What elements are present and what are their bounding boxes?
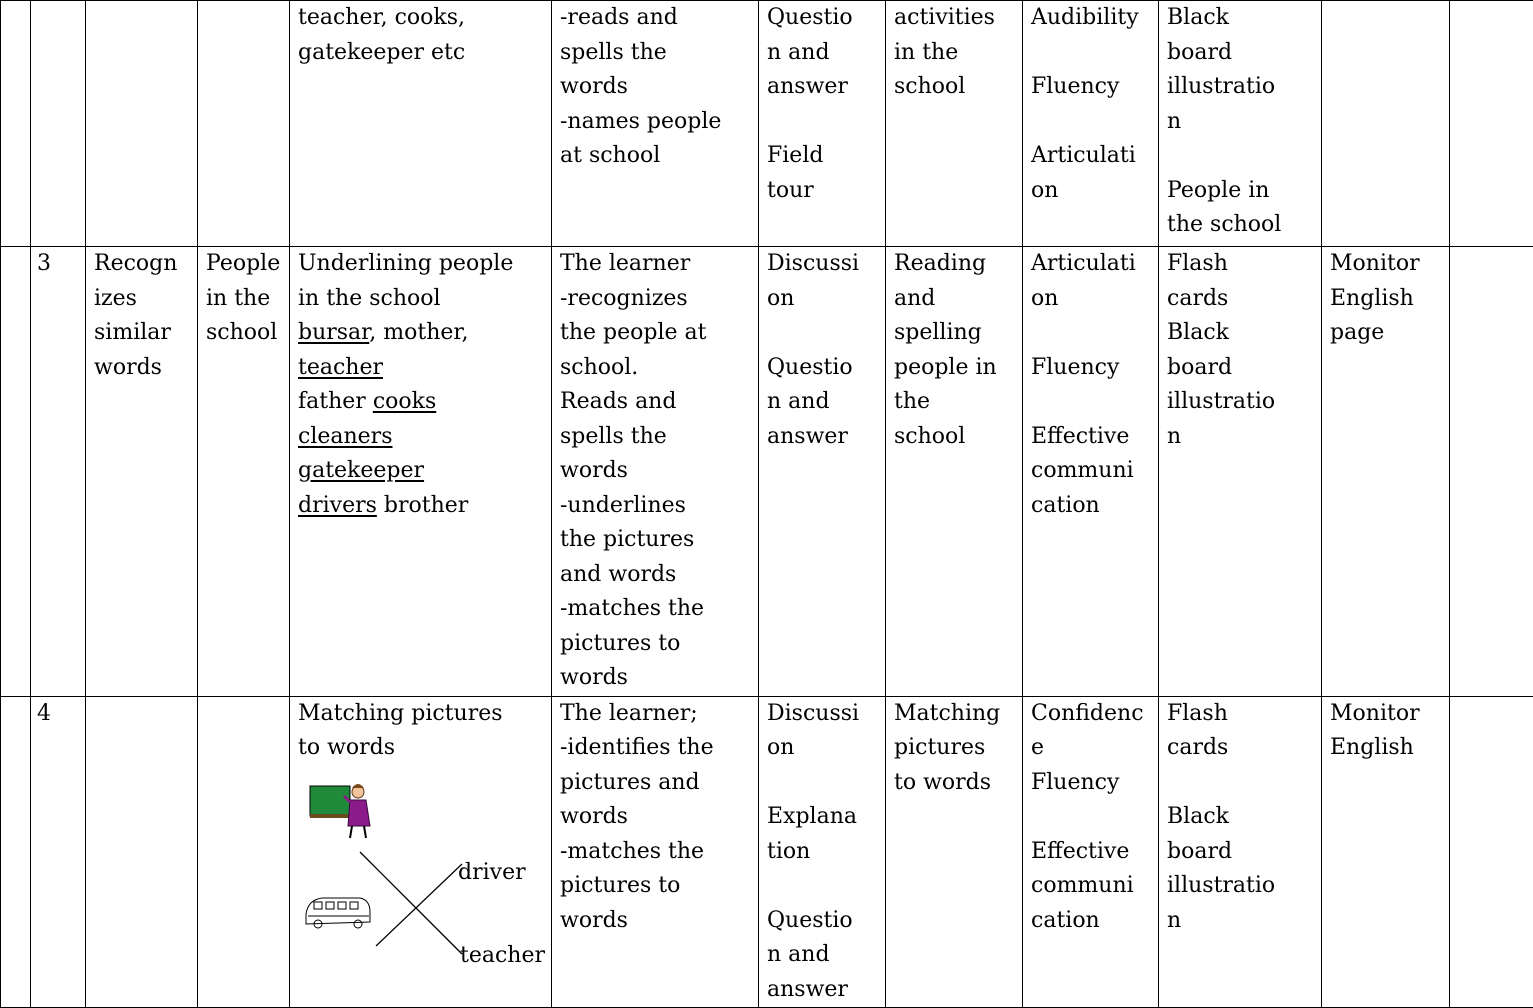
activities-cell: Reading and spelling people in the school xyxy=(886,247,1023,697)
teacher-at-chalkboard-picture xyxy=(310,784,370,838)
learner-activities-cell: The learner; -identifies the pictures and words -matches the pictures to words xyxy=(552,696,759,1008)
content-cell xyxy=(290,247,552,697)
lesson-number-cell: 3 xyxy=(31,247,86,697)
activities-cell: activities in the school xyxy=(886,1,1023,247)
topic-cell xyxy=(198,696,290,1008)
underlined-word: gatekeeper xyxy=(298,458,424,483)
references-cell: Monitor English xyxy=(1322,696,1450,1008)
competence-cell xyxy=(86,1,198,247)
life-skills-cell: Articulati on Fluency Effective communi cation xyxy=(1023,247,1159,697)
competence-cell: Recogn izes similar words xyxy=(86,247,198,697)
underlined-word: teacher xyxy=(298,355,383,380)
teaching-aids-cell: Flash cards Black board illustratio n xyxy=(1159,696,1322,1008)
content-cell xyxy=(290,1,552,247)
references-cell xyxy=(1322,1,1450,247)
content-text: , mother, xyxy=(369,320,468,345)
table-row xyxy=(1,247,1533,697)
learner-activities-cell: The learner -recognizes the people at school. Reads and spells the words -underlines the pictures and words -matches the pictures to words xyxy=(552,247,759,697)
methods-cell: Questio n and answer Field tour xyxy=(759,1,886,247)
margin-cell xyxy=(1,247,31,697)
margin-cell xyxy=(1,696,31,1008)
matching-line xyxy=(360,852,462,954)
teaching-aids-cell: Black board illustratio n People in the school xyxy=(1159,1,1322,247)
content-line: gatekeeper etc xyxy=(298,40,465,65)
margin-cell xyxy=(1450,1,1533,247)
content-line: in the school xyxy=(298,286,441,311)
teaching-aids-cell: Flash cards Black board illustratio n xyxy=(1159,247,1322,697)
table-row xyxy=(1,696,1533,1008)
match-word-driver: driver xyxy=(458,860,526,885)
content-text: father xyxy=(298,389,366,414)
table-row xyxy=(1,1,1533,247)
matching-line xyxy=(376,864,462,946)
activities-cell: Matching pictures to words xyxy=(886,696,1023,1008)
learner-activities-cell: -reads and spells the words -names people at school xyxy=(552,1,759,247)
content-line: Underlining people xyxy=(298,251,513,276)
underlined-word: bursar xyxy=(298,320,369,345)
content-line: to words xyxy=(298,731,551,766)
margin-cell xyxy=(1450,247,1533,697)
life-skills-cell: Audibility Fluency Articulati on xyxy=(1023,1,1159,247)
underlined-word: cooks xyxy=(373,389,436,414)
content-text: brother xyxy=(384,493,468,518)
topic-cell: People in the school xyxy=(198,247,290,697)
match-word-teacher: teacher xyxy=(460,943,545,966)
methods-cell: Discussi on Explana tion Questio n and answer xyxy=(759,696,886,1008)
margin-cell xyxy=(1,1,31,247)
content-cell xyxy=(290,696,552,1008)
life-skills-cell: Confidenc e Fluency Effective communi cation xyxy=(1023,696,1159,1008)
underlined-word: cleaners xyxy=(298,424,393,449)
methods-cell: Discussi on Questio n and answer xyxy=(759,247,886,697)
matching-illustration xyxy=(290,766,552,966)
content-line: teacher, cooks, xyxy=(298,5,465,30)
lesson-number-cell xyxy=(31,1,86,247)
references-cell: Monitor English page xyxy=(1322,247,1450,697)
content-line: Matching pictures xyxy=(298,697,551,732)
margin-cell xyxy=(1450,696,1533,1008)
bus-picture xyxy=(306,898,370,928)
topic-cell xyxy=(198,1,290,247)
lesson-number-cell: 4 xyxy=(31,696,86,1008)
competence-cell xyxy=(86,696,198,1008)
matching-exercise xyxy=(298,766,551,966)
underlined-word: drivers xyxy=(298,493,377,518)
